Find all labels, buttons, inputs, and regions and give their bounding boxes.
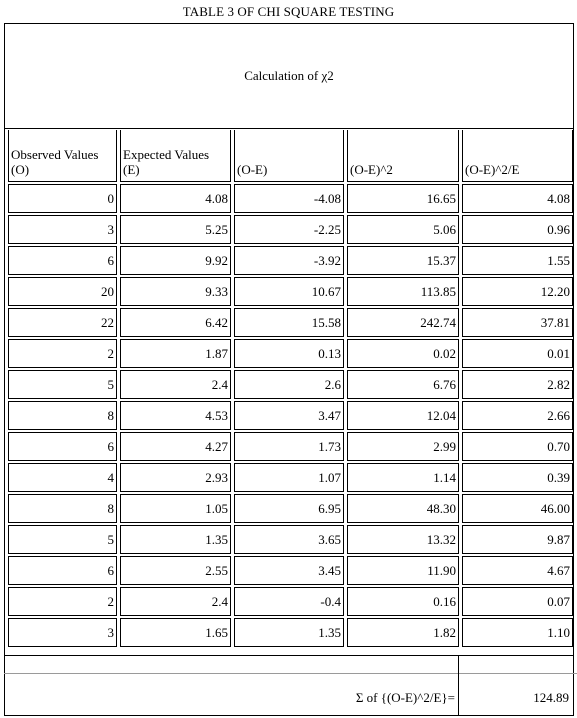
chi-square-table [5,128,576,649]
header-chi-component: (O-E)^2/E [462,130,573,182]
cell-chi-component: 1.55 [462,246,573,275]
cell-diff: -3.92 [234,246,344,275]
header-row [8,130,573,182]
cell-chi-component: 4.08 [462,184,573,213]
cell-observed: 3 [8,215,117,244]
cell-observed: 0 [8,184,117,213]
cell-expected: 2.4 [120,587,231,616]
cell-chi-component: 2.66 [462,401,573,430]
cell-diff-squared: 11.90 [347,556,459,585]
cell-diff: 6.95 [234,494,344,523]
cell-diff: 1.07 [234,463,344,492]
cell-expected: 2.55 [120,556,231,585]
cell-chi-component: 46.00 [462,494,573,523]
table-row [8,525,573,554]
cell-observed: 2 [8,339,117,368]
cell-diff: 15.58 [234,308,344,337]
cell-diff-squared: 13.32 [347,525,459,554]
cell-expected: 1.87 [120,339,231,368]
sum-column-divider [458,655,459,716]
table-row [8,463,573,492]
cell-observed: 6 [8,432,117,461]
cell-diff: 0.13 [234,339,344,368]
table-caption: Calculation of χ2 [244,68,334,83]
cell-diff-squared: 12.04 [347,401,459,430]
table-row [8,277,573,306]
cell-expected: 1.05 [120,494,231,523]
cell-observed: 5 [8,525,117,554]
table-row [8,618,573,647]
cell-chi-component: 0.96 [462,215,573,244]
cell-diff-squared: 1.14 [347,463,459,492]
cell-expected: 5.25 [120,215,231,244]
header-expected: Expected Values (E) [120,130,231,182]
sum-value: 124.89 [533,690,569,705]
cell-chi-component: 0.01 [462,339,573,368]
cell-observed: 6 [8,246,117,275]
cell-diff-squared: 16.65 [347,184,459,213]
gap-divider [4,655,574,656]
cell-chi-component: 0.39 [462,463,573,492]
header-observed: Observed Values (O) [8,130,117,182]
cell-diff-squared: 2.99 [347,432,459,461]
cell-diff: 3.47 [234,401,344,430]
cell-diff: 2.6 [234,370,344,399]
table-row [8,215,573,244]
cell-expected: 9.92 [120,246,231,275]
table-row [8,339,573,368]
cell-observed: 22 [8,308,117,337]
cell-diff-squared: 0.16 [347,587,459,616]
cell-expected: 6.42 [120,308,231,337]
cell-observed: 8 [8,494,117,523]
sum-top-line [4,673,577,674]
table-row [8,308,573,337]
cell-diff-squared: 5.06 [347,215,459,244]
cell-diff: 10.67 [234,277,344,306]
cell-observed: 5 [8,370,117,399]
cell-diff: 1.73 [234,432,344,461]
cell-diff-squared: 242.74 [347,308,459,337]
cell-diff-squared: 0.02 [347,339,459,368]
cell-chi-component: 4.67 [462,556,573,585]
cell-diff: -2.25 [234,215,344,244]
table-row [8,556,573,585]
table-row [8,432,573,461]
cell-chi-component: 37.81 [462,308,573,337]
header-diff: (O-E) [234,130,344,182]
cell-expected: 1.65 [120,618,231,647]
cell-expected: 2.93 [120,463,231,492]
cell-diff: -4.08 [234,184,344,213]
table-row [8,494,573,523]
cell-observed: 4 [8,463,117,492]
cell-observed: 20 [8,277,117,306]
cell-expected: 2.4 [120,370,231,399]
sum-label: Σ of {(O-E)^2/E}= [355,690,455,705]
cell-expected: 1.35 [120,525,231,554]
cell-diff: 1.35 [234,618,344,647]
header-diff-squared: (O-E)^2 [347,130,459,182]
cell-expected: 9.33 [120,277,231,306]
cell-observed: 2 [8,587,117,616]
cell-observed: 8 [8,401,117,430]
cell-chi-component: 2.82 [462,370,573,399]
cell-diff: 3.45 [234,556,344,585]
cell-observed: 3 [8,618,117,647]
cell-chi-component: 1.10 [462,618,573,647]
cell-diff: -0.4 [234,587,344,616]
cell-chi-component: 9.87 [462,525,573,554]
table-row [8,184,573,213]
cell-chi-component: 12.20 [462,277,573,306]
table-title: TABLE 3 OF CHI SQUARE TESTING [182,4,395,19]
cell-diff-squared: 15.37 [347,246,459,275]
cell-diff: 3.65 [234,525,344,554]
table-row [8,401,573,430]
cell-expected: 4.53 [120,401,231,430]
cell-diff-squared: 6.76 [347,370,459,399]
table-row [8,587,573,616]
cell-diff-squared: 48.30 [347,494,459,523]
cell-observed: 6 [8,556,117,585]
cell-diff-squared: 1.82 [347,618,459,647]
cell-chi-component: 0.70 [462,432,573,461]
table-row [8,246,573,275]
cell-expected: 4.08 [120,184,231,213]
cell-chi-component: 0.07 [462,587,573,616]
cell-diff-squared: 113.85 [347,277,459,306]
cell-expected: 4.27 [120,432,231,461]
table-row [8,370,573,399]
